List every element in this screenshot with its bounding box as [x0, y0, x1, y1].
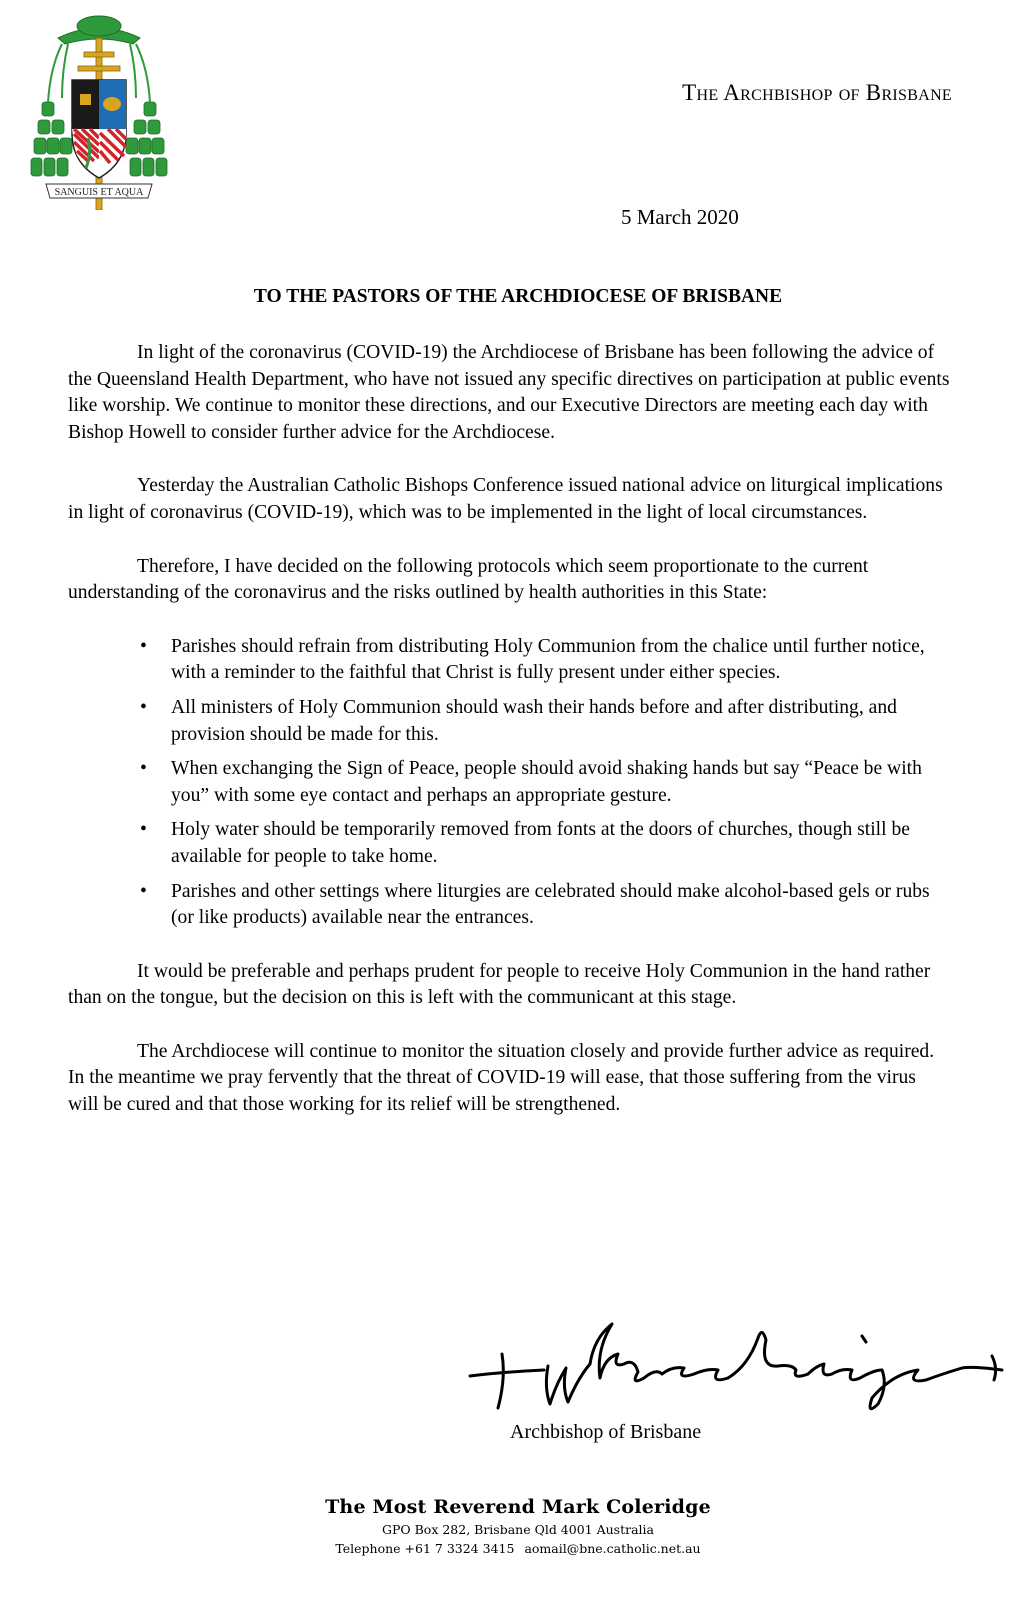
- paragraph: Therefore, I have decided on the following protocols which seem proportionate to the current understanding of the coronavirus and the risks outlined by health authorities in this State:: [68, 555, 869, 604]
- bullet-icon: •: [140, 819, 147, 841]
- protocol-text: Parishes should refrain from distributing Holy Communion from the chalice until further notice, with a reminder to the faithful that Christ is fully present under either species.: [171, 635, 925, 684]
- protocol-text: Holy water should be temporarily removed from fonts at the doors of churches, though still be available for people to take home.: [171, 819, 910, 867]
- paragraph: Yesterday the Australian Catholic Bishops Conference issued national advice on liturgical implications in light of coronavirus (COVID-19), which was to be implemented in the light of local circumstances.: [68, 475, 943, 523]
- protocol-item: [68, 756, 950, 809]
- letter-body: [68, 340, 950, 1146]
- protocol-text: When exchanging the Sign of Peace, people should avoid shaking hands but say “Peace be with you” with some eye contact and perhaps an appropriate gesture.: [171, 758, 922, 806]
- footer-name: The Most Reverend Mark Coleridge: [325, 1496, 711, 1518]
- footer-email: aomail@bne.catholic.net.au: [524, 1541, 701, 1556]
- letter-footer: [0, 1494, 1036, 1558]
- paragraph: The Archdiocese will continue to monitor the situation closely and provide further advice as required. In the meantime we pray fervently that the threat of COVID-19 will ease, that those suffering from the virus will be cured and that those working for its relief will be strengthened.: [68, 1040, 935, 1116]
- motto-text: SANGUIS ET AQUA: [54, 187, 144, 198]
- bullet-icon: •: [140, 696, 147, 718]
- protocol-item: [68, 879, 950, 932]
- protocol-text: All ministers of Holy Communion should wash their hands before and after distributing, and provision should be made for this.: [171, 696, 897, 745]
- bullet-icon: •: [140, 880, 147, 902]
- footer-telephone: Telephone +61 7 3324 3415: [335, 1541, 515, 1556]
- coat-of-arms-icon: [28, 8, 170, 210]
- signature-icon: [462, 1308, 1010, 1418]
- paragraph: In light of the coronavirus (COVID-19) the Archdiocese of Brisbane has been following the advice of the Queensland Health Department, who have not issued any specific directives on participation at public events like worship. We continue to monitor these directions, and our Executive Directors are meeting each day with Bishop Howell to consider further advice for the Archdiocese.: [68, 342, 950, 443]
- footer-address: GPO Box 282, Brisbane Qld 4001 Australia: [381, 1522, 654, 1537]
- paragraph: It would be preferable and perhaps prudent for people to receive Holy Communion in the hand rather than on the tongue, but the decision on this is left with the communicant at this stage.: [68, 960, 931, 1009]
- protocol-list: [68, 634, 950, 932]
- bullet-icon: •: [140, 635, 147, 657]
- letter-heading: TO THE PASTORS OF THE ARCHDIOCESE OF BRISBANE: [253, 286, 783, 307]
- protocol-item: [68, 817, 950, 870]
- signature-caption: Archbishop of Brisbane: [510, 1421, 702, 1443]
- protocol-item: [68, 695, 950, 748]
- protocol-item: [68, 634, 950, 687]
- bullet-icon: •: [140, 758, 147, 780]
- footer-contact: [0, 1539, 1036, 1558]
- letter-date: 5 March 2020: [621, 205, 739, 229]
- office-title: The Archbishop of Brisbane: [682, 80, 952, 105]
- protocol-text: Parishes and other settings where liturgies are celebrated should make alcohol-based gels or rubs (or like products) available near the entrances.: [171, 880, 930, 929]
